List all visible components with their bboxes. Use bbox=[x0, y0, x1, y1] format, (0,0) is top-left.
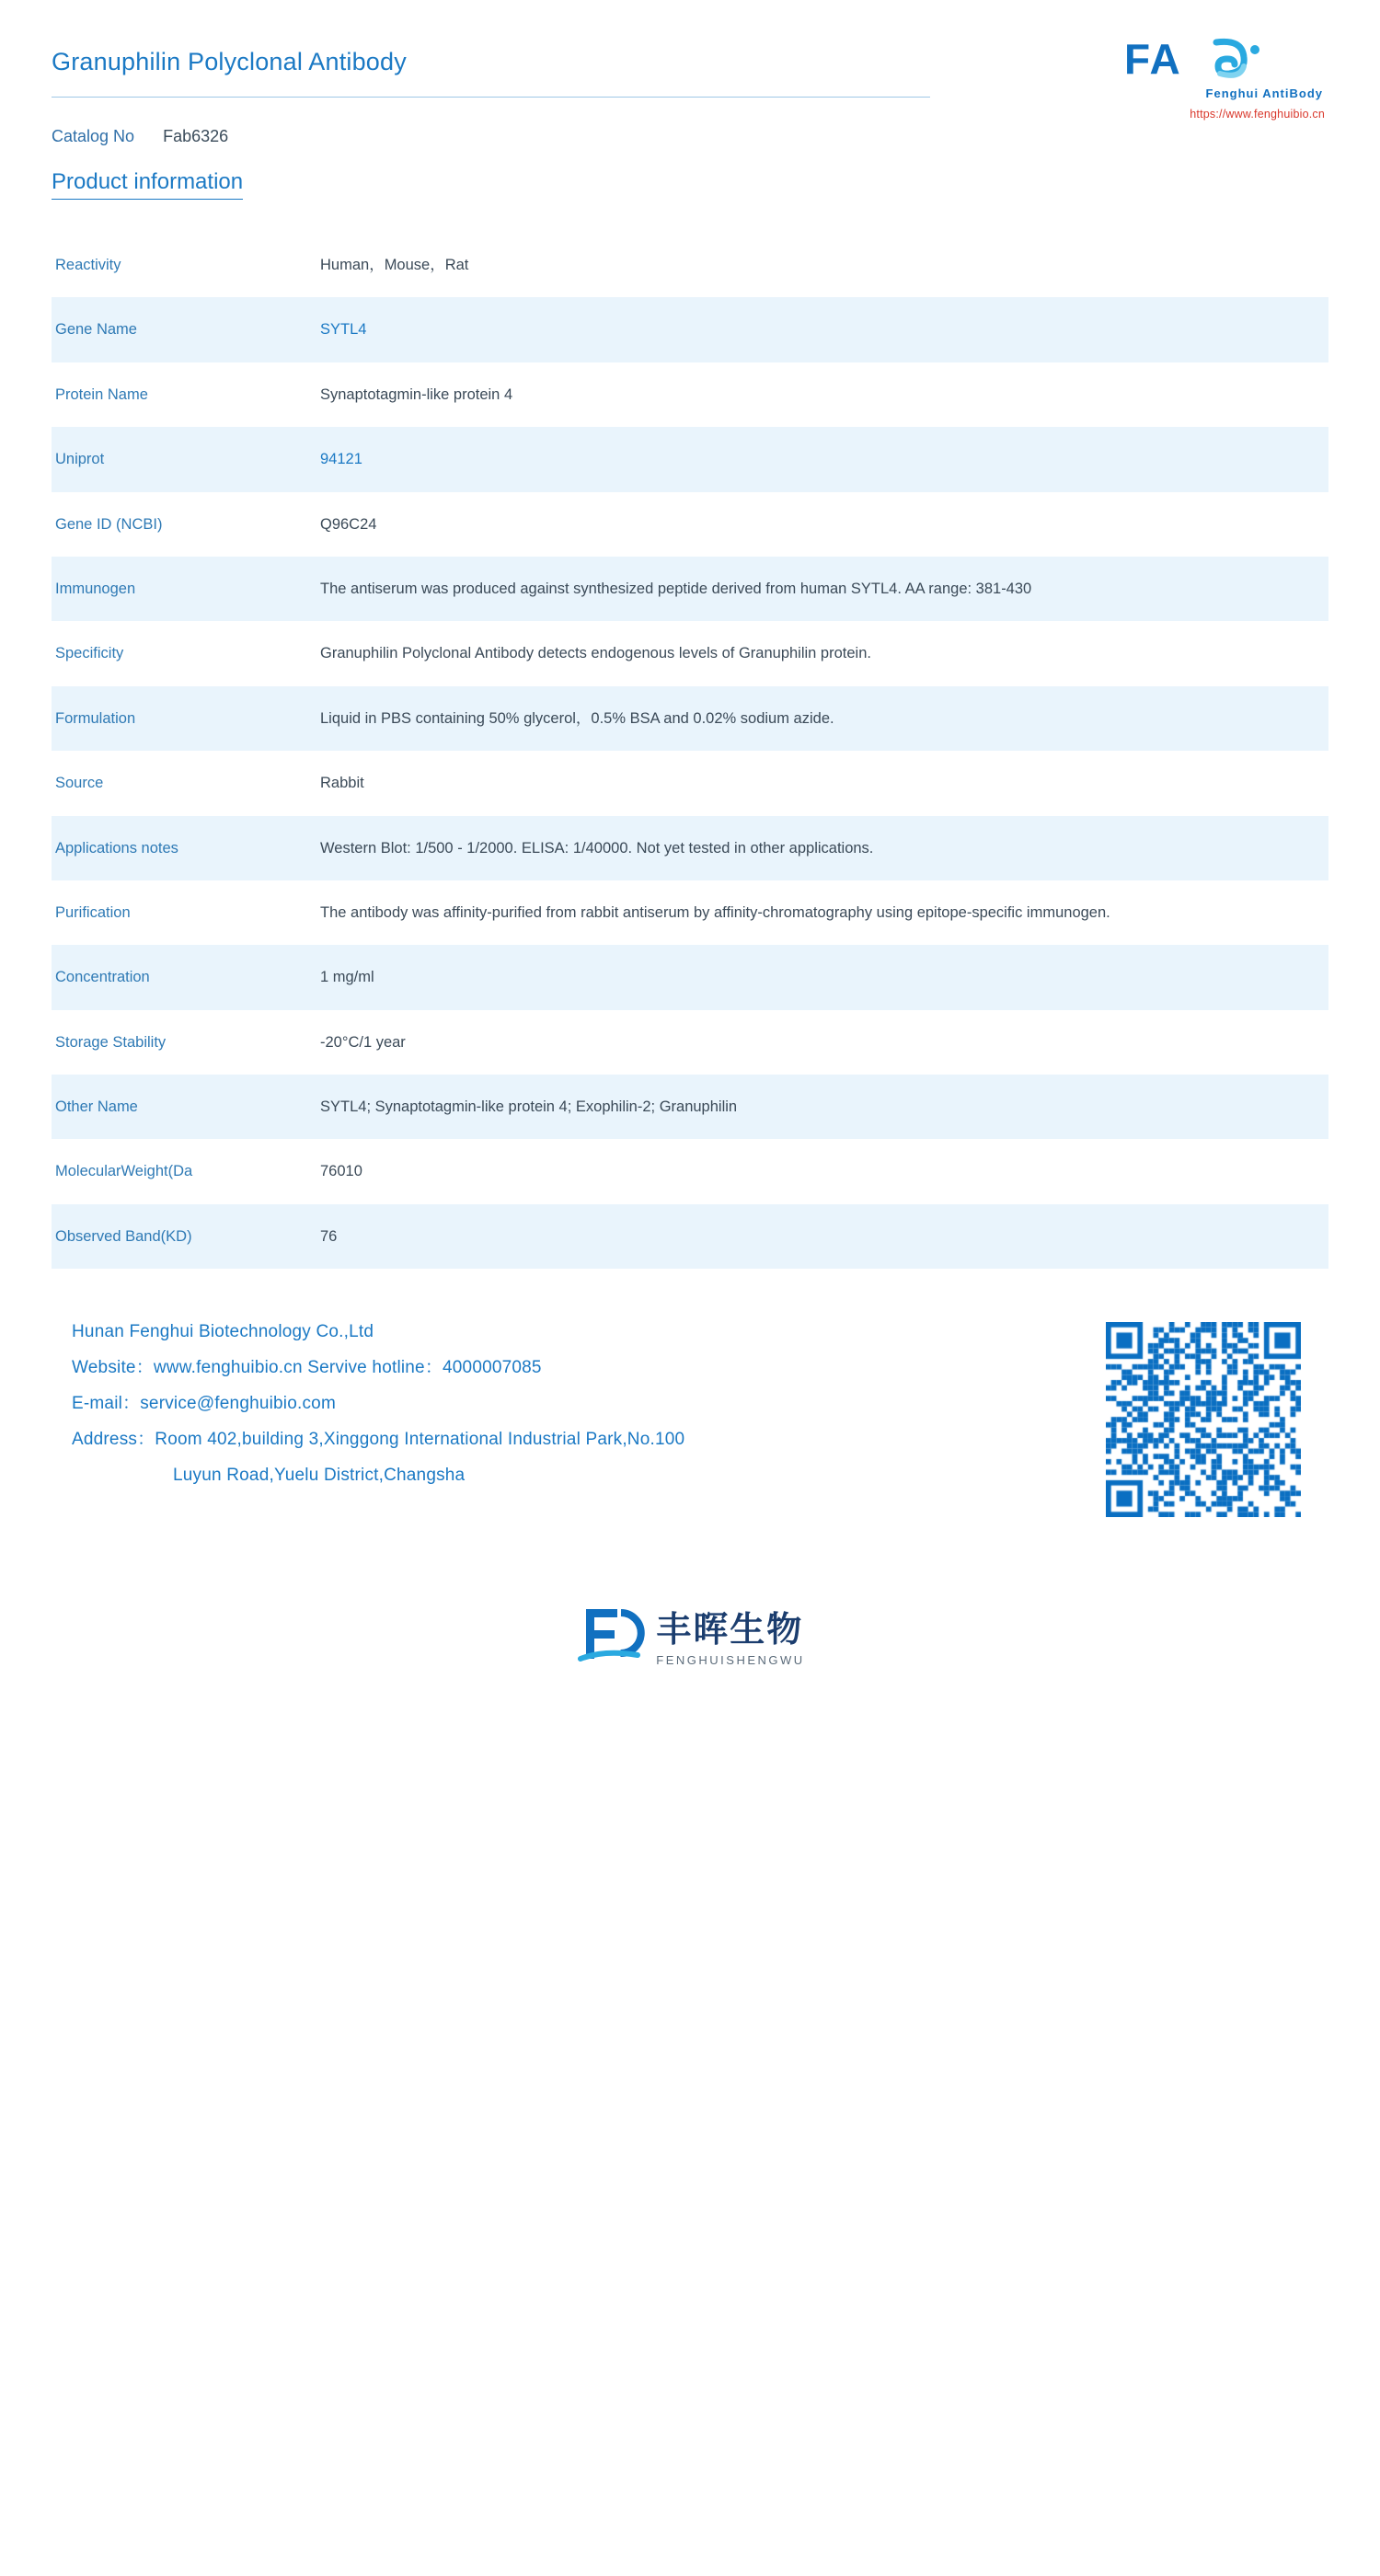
qr-code-icon bbox=[1106, 1322, 1301, 1517]
table-cell-value: Western Blot: 1/500 - 1/2000. ELISA: 1/40000. Not yet tested in other applications. bbox=[320, 839, 874, 857]
table-cell-value: The antibody was affinity-purified from rabbit antiserum by affinity-chromatography using epitope-specific immunogen. bbox=[320, 903, 1110, 921]
table-cell-value: SYTL4; Synaptotagmin-like protein 4; Exophilin-2; Granuphilin bbox=[320, 1098, 738, 1116]
footer-brand-en: FENGHUISHENGWU bbox=[656, 1653, 805, 1668]
svg-text:FA: FA bbox=[1124, 35, 1182, 83]
table-cell-value: Rabbit bbox=[320, 775, 364, 792]
footer-brand-cn: 丰晖生物 bbox=[656, 1609, 804, 1650]
table-cell-value: -20°C/1 year bbox=[320, 1033, 406, 1051]
table-cell-value: Granuphilin Polyclonal Antibody detects endogenous levels of Granuphilin protein. bbox=[320, 645, 871, 662]
table-cell-key: Gene ID (NCBI) bbox=[55, 515, 163, 533]
footer-address-1: Address：Room 402,building 3,Xinggong International Industrial Park,No.100 bbox=[72, 1430, 685, 1450]
footer-brand-logo bbox=[52, 1598, 1328, 1670]
table-row bbox=[52, 557, 1328, 621]
table-row bbox=[52, 1010, 1328, 1075]
table-row bbox=[52, 427, 1328, 491]
footer-email: E-mail：service@fenghuibio.com bbox=[72, 1394, 336, 1414]
fenghui-mark-icon bbox=[575, 1598, 647, 1670]
table-row bbox=[52, 1075, 1328, 1139]
table-cell-key: Purification bbox=[55, 903, 131, 921]
table-cell-value: Synaptotagmin-like protein 4 bbox=[320, 385, 513, 403]
table-cell-key: Protein Name bbox=[55, 385, 148, 403]
brand-tagline: Fenghui AntiBody bbox=[1205, 86, 1323, 100]
table-cell-key: Source bbox=[55, 775, 104, 792]
table-cell-key: Uniprot bbox=[55, 451, 105, 468]
table-row bbox=[52, 1139, 1328, 1203]
section-title-product-information: Product information bbox=[52, 169, 243, 200]
table-cell-value: Q96C24 bbox=[320, 515, 377, 533]
table-cell-value[interactable]: SYTL4 bbox=[320, 321, 367, 339]
table-row bbox=[52, 751, 1328, 815]
footer-brand-text bbox=[656, 1601, 804, 1667]
brand-url: https://www.fenghuibio.cn bbox=[1190, 108, 1325, 121]
table-cell-value: 76010 bbox=[320, 1163, 362, 1180]
table-row bbox=[52, 816, 1328, 880]
table-row bbox=[52, 621, 1328, 685]
catalog-label: Catalog No bbox=[52, 127, 135, 145]
table-cell-key: Formulation bbox=[55, 709, 136, 727]
footer-address-2: Luyun Road,Yuelu District,Changsha bbox=[173, 1466, 466, 1485]
catalog-value: Fab6326 bbox=[163, 127, 229, 145]
document-footer bbox=[52, 1305, 1328, 1581]
table-cell-key: Observed Band(KD) bbox=[55, 1227, 192, 1245]
document-header bbox=[52, 0, 1328, 145]
table-row bbox=[52, 945, 1328, 1009]
page-title: Granuphilin Polyclonal Antibody bbox=[52, 48, 930, 98]
table-cell-value: 1 mg/ml bbox=[320, 969, 374, 986]
table-cell-value: The antiserum was produced against synthesized peptide derived from human SYTL4. AA range: 381-430 bbox=[320, 580, 1032, 597]
table-row bbox=[52, 686, 1328, 751]
table-cell-key: Other Name bbox=[55, 1098, 138, 1116]
table-cell-key: MolecularWeight(Da bbox=[55, 1163, 193, 1180]
table-row bbox=[52, 362, 1328, 427]
table-cell-key: Applications notes bbox=[55, 839, 178, 857]
brand-logo bbox=[1098, 33, 1328, 121]
table-cell-value: Liquid in PBS containing 50% glycerol，0.5% BSA and 0.02% sodium azide. bbox=[320, 709, 834, 727]
table-cell-key: Concentration bbox=[55, 969, 150, 986]
table-cell-key: Gene Name bbox=[55, 321, 137, 339]
table-row bbox=[52, 297, 1328, 362]
table-cell-key: Storage Stability bbox=[55, 1033, 167, 1051]
fab-logo-icon bbox=[1117, 33, 1328, 90]
table-cell-value[interactable]: 94121 bbox=[320, 451, 362, 468]
table-cell-key: Immunogen bbox=[55, 580, 136, 597]
table-cell-value: 76 bbox=[320, 1227, 338, 1245]
footer-company: Hunan Fenghui Biotechnology Co.,Ltd bbox=[72, 1322, 374, 1342]
product-information-table bbox=[52, 233, 1328, 1269]
table-row bbox=[52, 1204, 1328, 1269]
table-cell-key: Reactivity bbox=[55, 257, 121, 273]
table-cell-value: Human，Mouse，Rat bbox=[320, 257, 469, 273]
table-row bbox=[52, 492, 1328, 557]
table-row bbox=[52, 880, 1328, 945]
table-row bbox=[52, 233, 1328, 297]
catalog-row bbox=[52, 127, 1328, 146]
footer-website: Website：www.fenghuibio.cn Servive hotline：4000007085 bbox=[72, 1358, 542, 1378]
table-cell-key: Specificity bbox=[55, 645, 124, 662]
